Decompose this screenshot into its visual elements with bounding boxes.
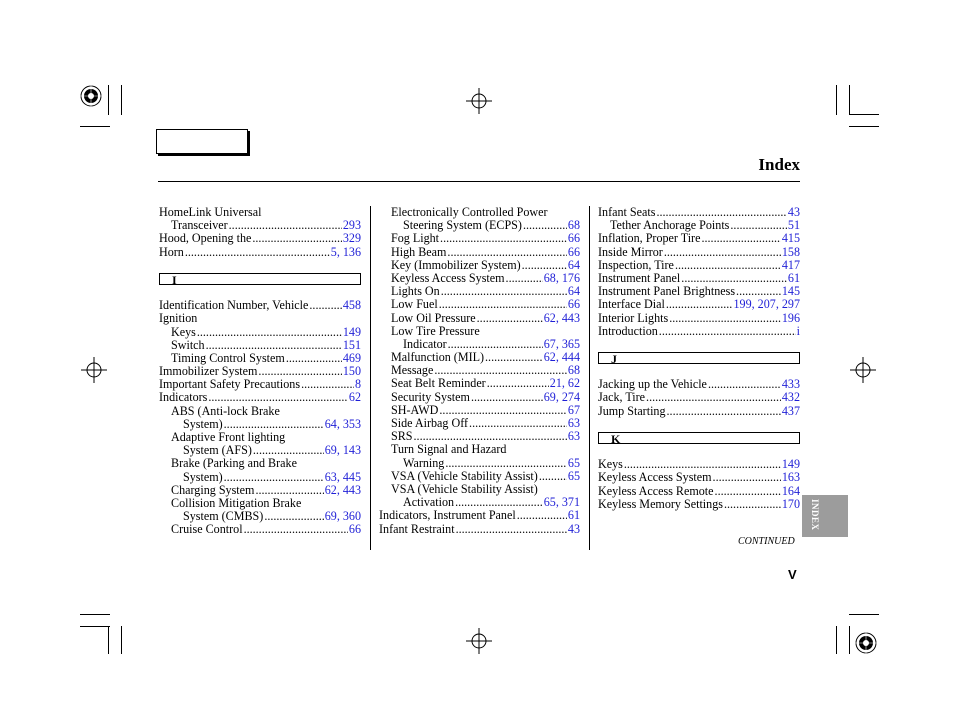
spacer xyxy=(159,259,361,272)
dot-leader xyxy=(664,246,781,259)
index-term: Identification Number, Vehicle xyxy=(159,298,309,313)
index-term: Lights On xyxy=(391,284,440,299)
page-reference-link[interactable]: 65 xyxy=(567,468,580,483)
index-column-3 xyxy=(598,206,800,511)
index-term: Keyless Memory Settings xyxy=(598,496,723,511)
page-reference-link[interactable]: 67, 365 xyxy=(543,336,580,351)
index-entry xyxy=(379,232,580,245)
header-rule xyxy=(158,181,800,182)
index-entry xyxy=(159,246,361,259)
dot-leader xyxy=(197,326,342,339)
dot-leader xyxy=(730,219,787,232)
index-term: Jacking up the Vehicle xyxy=(598,377,707,392)
index-entry xyxy=(598,471,800,484)
spacer xyxy=(598,418,800,431)
page-reference-link[interactable]: 66 xyxy=(567,244,580,259)
index-term: Warning xyxy=(403,455,445,470)
crosshair-icon xyxy=(850,357,876,388)
dot-leader xyxy=(517,509,567,522)
index-term: Tether Anchorage Points xyxy=(610,218,730,233)
crosshair-icon xyxy=(466,628,492,659)
index-term: VSA (Vehicle Stability Assist) xyxy=(391,468,538,483)
index-heading: Collision Mitigation Brake xyxy=(171,495,302,510)
page-reference-link[interactable]: 437 xyxy=(781,403,800,418)
index-entry xyxy=(159,326,361,339)
registration-target-icon xyxy=(80,85,102,112)
index-entry xyxy=(598,498,800,511)
page-reference-link[interactable]: 67 xyxy=(567,402,580,417)
index-term: Inside Mirror xyxy=(598,244,663,259)
page-reference-link[interactable]: 329 xyxy=(342,231,361,246)
index-term: SRS xyxy=(391,429,413,444)
index-heading: Electronically Controlled Power xyxy=(391,205,548,219)
index-entry xyxy=(379,298,580,311)
index-term: Important Safety Precautions xyxy=(159,377,301,392)
page-reference-link[interactable]: 196 xyxy=(781,310,800,325)
page-reference-link[interactable]: 164 xyxy=(781,483,800,498)
index-term: Switch xyxy=(171,337,205,352)
page-reference-link[interactable]: 63 xyxy=(567,429,580,444)
section-letter-heading: K xyxy=(598,432,800,444)
page-reference-link[interactable]: 65 xyxy=(567,455,580,470)
page-reference-link[interactable]: 62 xyxy=(348,390,361,405)
page-reference-link[interactable]: 43 xyxy=(567,521,580,536)
page-reference-link[interactable]: 65, 371 xyxy=(543,495,580,510)
index-entry xyxy=(379,246,580,259)
index-term: Indicator xyxy=(403,336,447,351)
index-entry xyxy=(379,509,580,522)
index-term: Instrument Panel Brightness xyxy=(598,284,736,299)
index-term: Immobilizer System xyxy=(159,364,258,379)
page-reference-link[interactable]: 61 xyxy=(567,508,580,523)
index-entry xyxy=(598,259,800,272)
page-reference-link[interactable]: 170 xyxy=(781,496,800,511)
index-term: Low Oil Pressure xyxy=(391,310,476,325)
dot-leader xyxy=(469,417,567,430)
index-term: High Beam xyxy=(391,244,447,259)
index-term: Horn xyxy=(159,244,184,259)
index-heading: Ignition xyxy=(159,311,198,326)
header-label-box xyxy=(156,129,248,154)
dot-leader xyxy=(456,523,567,536)
index-term: System) xyxy=(183,416,223,431)
index-term: Inflation, Proper Tire xyxy=(598,231,701,246)
spacer xyxy=(598,338,800,351)
index-term: Activation xyxy=(403,495,455,510)
index-column-2 xyxy=(379,206,580,536)
page-reference-link[interactable]: 69, 360 xyxy=(324,509,361,524)
index-entry xyxy=(379,391,580,404)
index-term: Key (Immobilizer System) xyxy=(391,257,521,272)
index-term: Steering System (ECPS) xyxy=(403,218,522,233)
page-reference-link[interactable]: 149 xyxy=(781,457,800,472)
page-reference-link[interactable]: 158 xyxy=(781,244,800,259)
index-term: Introduction xyxy=(598,323,658,338)
index-term: Interior Lights xyxy=(598,310,669,325)
dot-leader xyxy=(666,298,733,311)
index-term: Seat Belt Reminder xyxy=(391,376,486,391)
index-term: Hood, Opening the xyxy=(159,231,252,246)
index-term: Infant Restraint xyxy=(379,521,455,536)
dot-leader xyxy=(708,378,781,391)
page-reference-link[interactable]: 163 xyxy=(781,470,800,485)
page-reference-link[interactable]: 62, 443 xyxy=(543,310,580,325)
index-term: Transceiver xyxy=(171,218,228,233)
index-column-1 xyxy=(159,206,361,537)
dot-leader xyxy=(264,510,323,523)
page-reference-link[interactable]: 51 xyxy=(787,218,800,233)
page-reference-link[interactable]: 63, 445 xyxy=(324,469,361,484)
index-entry xyxy=(598,405,800,418)
page-reference-link[interactable]: 68 xyxy=(567,363,580,378)
dot-leader xyxy=(667,405,781,418)
dot-leader xyxy=(477,312,543,325)
index-entry xyxy=(379,470,580,483)
dot-leader xyxy=(471,391,543,404)
index-term: Jack, Tire xyxy=(598,390,646,405)
page-reference-link[interactable]: 150 xyxy=(342,364,361,379)
page-reference-link[interactable]: 63 xyxy=(567,416,580,430)
page-reference-link[interactable]: i xyxy=(796,323,800,338)
dot-leader xyxy=(485,351,543,364)
index-entry xyxy=(159,484,361,497)
page-reference-link[interactable]: 415 xyxy=(781,231,800,246)
section-letter-heading: I xyxy=(159,273,361,285)
page-reference-link[interactable]: 469 xyxy=(342,350,361,365)
index-term: System (CMBS) xyxy=(183,509,264,524)
page-reference-link[interactable]: 64, 353 xyxy=(324,416,361,431)
registration-target-icon xyxy=(855,632,877,659)
dot-leader xyxy=(713,471,781,484)
index-entry xyxy=(598,312,800,325)
index-term: Timing Control System xyxy=(171,350,285,365)
index-term: Charging System xyxy=(171,482,255,497)
index-entry xyxy=(379,457,580,470)
crosshair-icon xyxy=(81,357,107,388)
index-heading: VSA (Vehicle Stability Assist) xyxy=(391,481,538,496)
index-term: Jump Starting xyxy=(598,403,666,418)
page-reference-link[interactable]: 68 xyxy=(567,218,580,233)
index-term: Instrument Panel xyxy=(598,270,681,285)
index-term: SH-AWD xyxy=(391,402,439,417)
page-reference-link[interactable]: 5, 136 xyxy=(330,244,361,259)
page-reference-link[interactable]: 145 xyxy=(781,284,800,299)
dot-leader xyxy=(659,325,796,338)
index-term: Cruise Control xyxy=(171,522,243,537)
dot-leader xyxy=(675,259,781,272)
dot-leader xyxy=(440,232,567,245)
index-entry xyxy=(159,471,361,484)
page-reference-link[interactable]: 151 xyxy=(342,337,361,352)
index-term: Fog Light xyxy=(391,231,440,246)
dot-leader xyxy=(715,485,781,498)
dot-leader xyxy=(646,391,781,404)
index-term: Keyless Access System xyxy=(391,270,505,285)
dot-leader xyxy=(669,312,781,325)
index-term: Indicators, Instrument Panel xyxy=(379,508,516,523)
index-term: Keys xyxy=(598,457,623,472)
dot-leader xyxy=(506,272,543,285)
index-entry xyxy=(379,523,580,536)
page-reference-link[interactable]: 64 xyxy=(567,284,580,299)
page-reference-link[interactable]: 21, 62 xyxy=(549,376,580,391)
dot-leader xyxy=(522,259,567,272)
index-term: Indicators xyxy=(159,390,208,405)
dot-leader xyxy=(185,246,330,259)
continued-note: CONTINUED xyxy=(738,536,795,547)
index-heading: ABS (Anti-lock Brake xyxy=(171,403,280,418)
index-entry xyxy=(598,246,800,259)
dot-leader xyxy=(252,232,341,245)
page-reference-link[interactable]: 433 xyxy=(781,377,800,392)
dot-leader xyxy=(255,484,323,497)
index-entry xyxy=(598,298,800,311)
dot-leader xyxy=(244,523,348,536)
index-term: Malfunction (MIL) xyxy=(391,350,485,365)
dot-leader xyxy=(224,471,324,484)
page-reference-link[interactable]: 66 xyxy=(348,522,361,537)
index-term: Keyless Access System xyxy=(598,470,712,485)
section-letter-heading: J xyxy=(598,352,800,364)
page-reference-link[interactable]: 293 xyxy=(342,218,361,233)
index-entry xyxy=(159,232,361,245)
index-entry xyxy=(379,259,580,272)
dot-leader xyxy=(301,378,354,391)
index-heading: Low Tire Pressure xyxy=(391,323,480,338)
index-term: Keys xyxy=(171,324,196,339)
dot-leader xyxy=(206,339,342,352)
page-reference-link[interactable]: 199, 207, 297 xyxy=(733,297,800,312)
page-reference-link[interactable]: 458 xyxy=(342,298,361,313)
index-term: Low Fuel xyxy=(391,297,438,312)
side-tab-label: INDEX xyxy=(810,499,820,531)
dot-leader xyxy=(539,470,567,483)
page-title: Index xyxy=(758,155,800,174)
page-reference-link[interactable]: 66 xyxy=(567,231,580,246)
index-term: System) xyxy=(183,469,223,484)
index-term: Side Airbag Off xyxy=(391,416,469,430)
crosshair-icon xyxy=(466,88,492,119)
index-term: System (AFS) xyxy=(183,443,252,458)
index-entry xyxy=(379,377,580,390)
dot-leader xyxy=(724,498,781,511)
page-reference-link[interactable]: 149 xyxy=(342,324,361,339)
index-heading: Brake (Parking and Brake xyxy=(171,456,297,471)
dot-leader xyxy=(447,246,566,259)
dot-leader xyxy=(445,457,567,470)
page-reference-link[interactable]: 66 xyxy=(567,297,580,312)
index-entry xyxy=(159,523,361,536)
index-heading: Adaptive Front lighting xyxy=(171,430,286,444)
dot-leader xyxy=(286,352,342,365)
page-reference-link[interactable]: 61 xyxy=(787,270,800,285)
dot-leader xyxy=(487,377,549,390)
dot-leader xyxy=(309,299,341,312)
dot-leader xyxy=(208,391,348,404)
page-reference-link[interactable]: 69, 143 xyxy=(324,443,361,458)
page-reference-link[interactable]: 68, 176 xyxy=(543,270,580,285)
page-reference-link[interactable]: 62, 443 xyxy=(324,482,361,497)
page-reference-link[interactable]: 64 xyxy=(567,257,580,272)
spacer xyxy=(598,445,800,458)
page-reference-link[interactable]: 43 xyxy=(787,205,800,219)
index-term: Security System xyxy=(391,389,470,404)
page-reference-link[interactable]: 432 xyxy=(781,390,800,405)
index-term: Interface Dial xyxy=(598,297,665,312)
column-divider xyxy=(370,206,371,550)
index-term: Inspection, Tire xyxy=(598,257,674,272)
page-reference-link[interactable]: 8 xyxy=(354,377,361,392)
dot-leader xyxy=(441,285,567,298)
column-divider xyxy=(589,206,590,550)
index-term: Message xyxy=(391,363,434,378)
page-reference-link[interactable]: 417 xyxy=(781,257,800,272)
index-side-tab[interactable] xyxy=(802,495,848,537)
page-reference-link[interactable]: 62, 444 xyxy=(543,350,580,365)
index-entry xyxy=(598,391,800,404)
dot-leader xyxy=(439,298,567,311)
page-number: V xyxy=(788,567,797,582)
dot-leader xyxy=(701,232,780,245)
index-entry xyxy=(598,325,800,338)
index-entry xyxy=(379,312,580,325)
index-entry xyxy=(598,485,800,498)
index-heading: HomeLink Universal xyxy=(159,205,262,219)
index-entry xyxy=(159,391,361,404)
index-entry xyxy=(598,232,800,245)
index-term: Infant Seats xyxy=(598,205,656,219)
page-reference-link[interactable]: 69, 274 xyxy=(543,389,580,404)
index-entry xyxy=(159,339,361,352)
index-heading: Turn Signal and Hazard xyxy=(391,442,507,457)
dot-leader xyxy=(523,219,567,232)
index-term: Keyless Access Remote xyxy=(598,483,714,498)
